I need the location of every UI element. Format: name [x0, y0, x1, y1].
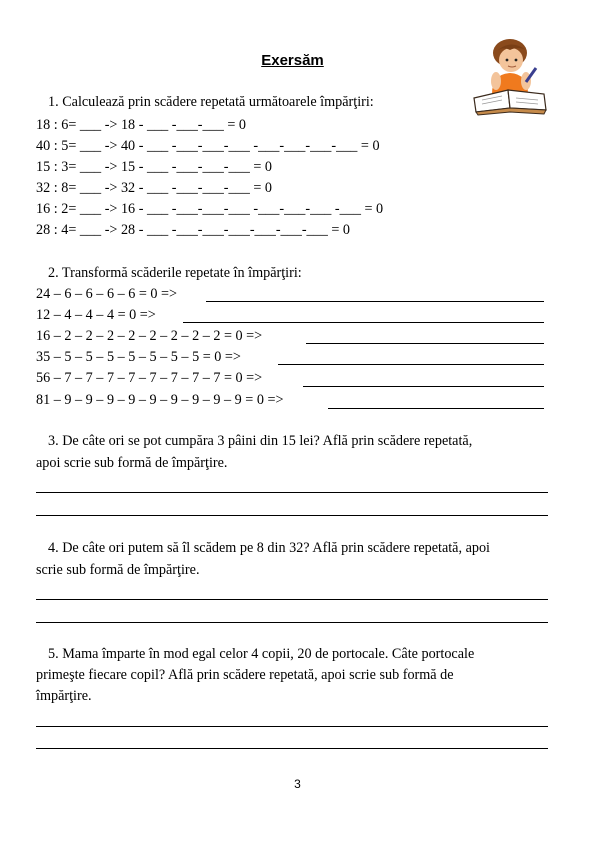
exercise-2-row: 16 – 2 – 2 – 2 – 2 – 2 – 2 – 2 – 2 = 0 =>: [36, 328, 263, 344]
exercise-2-row: 35 – 5 – 5 – 5 – 5 – 5 – 5 – 5 = 0 =>: [36, 349, 241, 365]
exercise-1-row: 15 : 3= ___ -> 15 - ___ -___-___-___ = 0: [36, 159, 273, 175]
exercise-2-row: 24 – 6 – 6 – 6 – 6 = 0 =>: [36, 286, 178, 302]
page-title: Exersăm: [261, 52, 324, 69]
exercise-2-row: 56 – 7 – 7 – 7 – 7 – 7 – 7 – 7 – 7 = 0 =>: [36, 370, 263, 386]
exercise-2-heading: 2. Transformă scăderile repetate în împărţiri:: [48, 265, 302, 281]
exercise-1-row: 32 : 8= ___ -> 32 - ___ -___-___-___ = 0: [36, 180, 273, 196]
answer-line[interactable]: [36, 622, 548, 623]
exercise-2-row: 81 – 9 – 9 – 9 – 9 – 9 – 9 – 9 – 9 – 9 = 0 =>: [36, 392, 284, 408]
answer-line[interactable]: [36, 492, 548, 493]
exercise-1-row: 28 : 4= ___ -> 28 - ___ -___-___-___-___-___-___ = 0: [36, 222, 351, 238]
exercise-1-row: 16 : 2= ___ -> 16 - ___ -___-___-___ -___-___-___ -___ = 0: [36, 201, 384, 217]
answer-line[interactable]: [36, 748, 548, 749]
exercise-5-text: 5. Mama împarte în mod egal celor 4 copii, 20 de portocale. Câte portocale: [48, 646, 475, 662]
answer-line[interactable]: [183, 322, 544, 323]
answer-line[interactable]: [36, 599, 548, 600]
page-number: 3: [294, 777, 301, 791]
exercise-5-text: împărţire.: [36, 688, 92, 704]
exercise-1-row: 40 : 5= ___ -> 40 - ___ -___-___-___ -___-___-___-___ = 0: [36, 138, 380, 154]
answer-line[interactable]: [206, 301, 544, 302]
exercise-5-text: primeşte fiecare copil? Află prin scădere repetată, apoi scrie sub formă de: [36, 667, 454, 683]
child-reading-book-icon: [470, 36, 550, 116]
exercise-2-row: 12 – 4 – 4 – 4 = 0 =>: [36, 307, 156, 323]
exercise-4-text: 4. De câte ori putem să îl scădem pe 8 din 32? Află prin scădere repetată, apoi: [48, 540, 491, 556]
answer-line[interactable]: [36, 515, 548, 516]
exercise-1-row: 18 : 6= ___ -> 18 - ___ -___-___ = 0: [36, 117, 246, 133]
exercise-4-text: scrie sub formă de împărţire.: [36, 562, 200, 578]
answer-line[interactable]: [36, 726, 548, 727]
answer-line[interactable]: [306, 343, 544, 344]
answer-line[interactable]: [278, 364, 544, 365]
exercise-3-text: 3. De câte ori se pot cumpăra 3 pâini din 15 lei? Află prin scădere repetată,: [48, 433, 473, 449]
answer-line[interactable]: [328, 408, 544, 409]
answer-line[interactable]: [303, 386, 544, 387]
exercise-1-heading: 1. Calculează prin scădere repetată următoarele împărţiri:: [48, 94, 374, 110]
exercise-3-text: apoi scrie sub formă de împărţire.: [36, 455, 228, 471]
